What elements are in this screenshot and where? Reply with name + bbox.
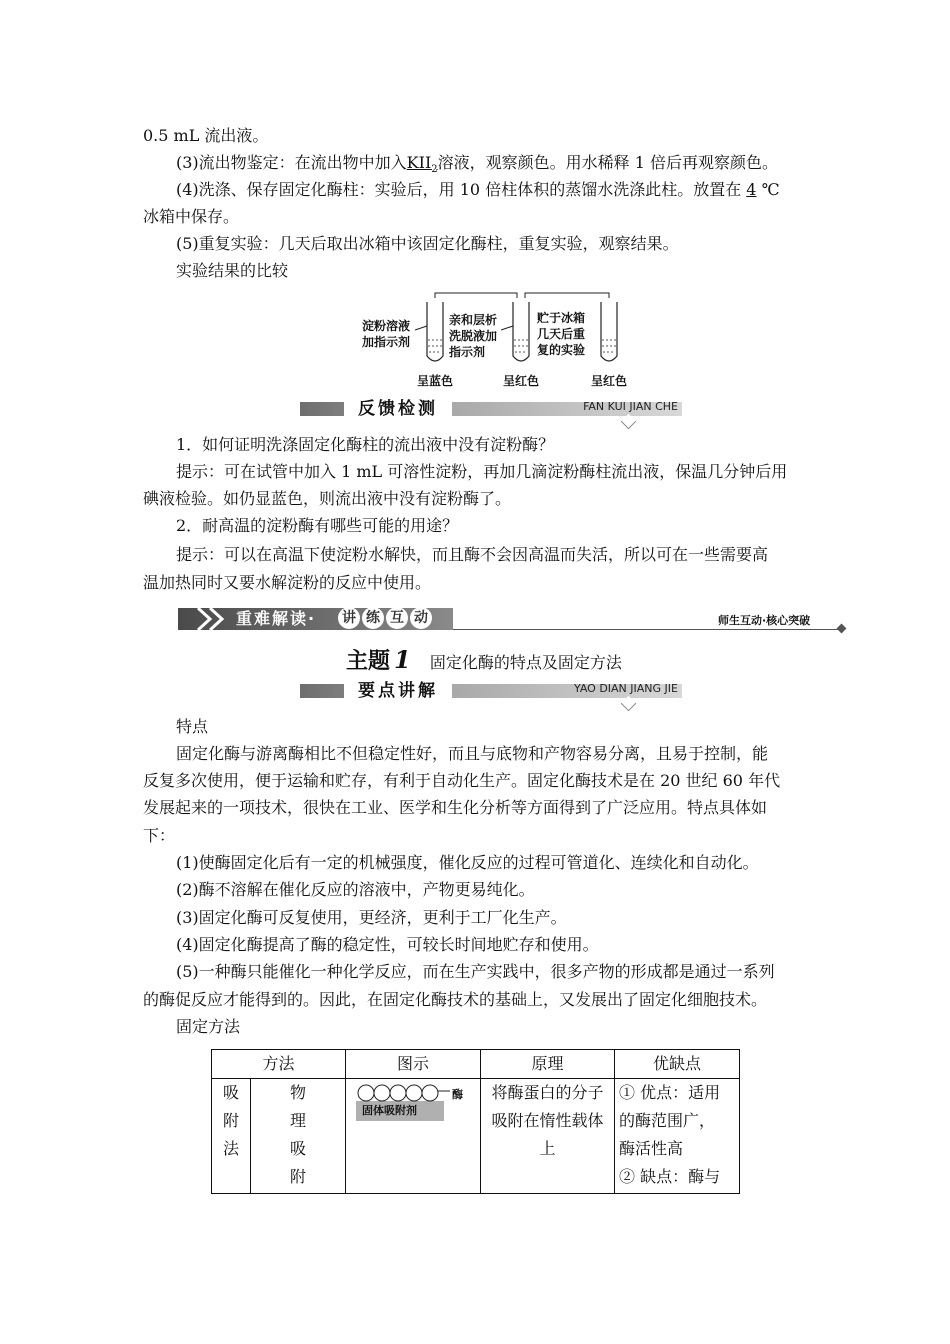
figure-label: 几天后重 [537,327,586,341]
principle-cell [481,1079,615,1194]
step-3 [176,153,778,180]
result-label: 呈红色 [503,374,540,388]
banner-pinyin: FAN KUI JIAN CHE [583,400,678,413]
cell-text: 吸附在惰性载体 [491,1111,604,1130]
double-chevron-icon [194,606,234,632]
answer-2: 提示：可以在高温下使淀粉水解快，而且酶不会因高温而失活，所以可在一些需要高 [176,545,769,564]
points-banner [300,680,682,700]
question-1: 1．如何证明洗涤固定化酶柱的流出液中没有淀粉酶？ [176,435,555,454]
cell-text: 法 [222,1139,239,1158]
answer-1: 提示：可在试管中加入 1 mL 可溶性淀粉，再加几滴淀粉酶柱流出液，保温几分钟后用 [176,462,788,481]
section-tag: 互 [386,607,408,629]
subheading: 固定方法 [176,1017,241,1036]
section-right-label: 师生互动·核心突破 [718,614,811,627]
feedback-banner [300,398,682,418]
figure-label: 洗脱液加 [449,329,498,343]
figure-label: 复的实验 [537,343,586,357]
section-banner [178,606,848,632]
table-header: 原理 [481,1050,615,1079]
result-label: 呈蓝色 [417,374,454,388]
temperature-value: 4 [746,180,757,199]
reagent-name [406,153,438,176]
cell-text: 将酶蛋白的分子 [491,1083,604,1102]
section-dot: · [308,609,317,628]
list-item: (1)使酶固定化后有一定的机械强度，催化反应的过程可管道化、连续化和自动化。 [176,853,759,872]
section-tag: 练 [362,607,384,629]
list-item: (2)酶不溶解在催化反应的溶液中，产物更易纯化。 [176,880,535,899]
step-4 [176,180,779,200]
table-header: 方法 [212,1050,346,1079]
table-row [212,1079,740,1194]
temperature-unit: ℃ [761,180,780,199]
answer-2-cont: 温加热同时又要水解淀粉的反应中使用。 [143,573,432,592]
pros-cons-cell [615,1079,740,1194]
step-3-text: (3)流出物鉴定：在流出物中加入 [176,153,407,172]
diagram-cell [346,1079,481,1194]
answer-1-cont: 碘液检验。如仍显蓝色，则流出液中没有淀粉酶了。 [143,489,512,508]
question-2: 2．耐高温的淀粉酶有哪些可能的用途？ [176,516,459,535]
result-label: 呈红色 [591,374,628,388]
step-4-text: (4)洗涤、保存固定化酶柱：实验后，用 10 倍柱体积的蒸馏水洗涤此柱。放置在 [176,180,742,199]
diamond-icon [837,624,847,634]
cell-text: 吸 [222,1083,239,1102]
cell-text: 附 [222,1111,239,1130]
cell-text: 的酶范围广， [619,1111,716,1130]
text-line: 0.5 mL 流出液。 [143,126,269,145]
cell-text: 附 [289,1167,306,1186]
figure-label: 淀粉溶液 [362,319,411,333]
method-cell [212,1079,251,1194]
list-item: (4)固定化酶提高了酶的稳定性，可较长时间地贮存和使用。 [176,935,599,954]
banner-title: 反馈检测 [344,398,452,420]
figure-label: 贮于冰箱 [537,311,586,325]
adsorption-diagram [346,1079,480,1139]
section-tags [338,607,432,629]
cell-text: ① 优点：适用 [619,1083,721,1102]
topic-label: 主题 [346,649,391,674]
cell-text: 酶活性高 [619,1139,684,1158]
banner-notch-icon [621,696,637,712]
step-3-text-b: 溶液，观察颜色。用水稀释 1 倍后再观察颜色。 [437,153,778,172]
step-5: (5)重复实验：几天后取出冰箱中该固定化酶柱，重复实验，观察结果。 [176,234,679,253]
enzyme-label: 酶 [452,1088,463,1101]
subheading: 实验结果的比较 [176,261,289,280]
figure-label: 亲和层析 [449,313,498,327]
text-line: 冰箱中保存。 [143,207,240,226]
figure-label: 指示剂 [449,345,486,359]
topic-subtitle: 固定化酶的特点及固定方法 [429,653,622,672]
banner-pinyin: YAO DIAN JIANG JIE [573,682,678,695]
table-header: 图示 [346,1050,481,1079]
cell-text: 上 [539,1139,556,1158]
adsorbent-label: 固体吸附剂 [362,1104,417,1117]
cell-text: ② 缺点：酶与 [619,1167,721,1186]
banner-notch-icon [621,414,637,430]
paragraph-line: 反复多次使用，便于运输和贮存，有利于自动化生产。固定化酶技术是在 20 世纪 60 年代 [143,771,781,790]
list-item: (3)固定化酶可反复使用，更经济，更利于工厂化生产。 [176,908,567,927]
topic-heading [346,644,622,675]
paragraph-line: 下： [143,826,176,845]
section-title: 重难解读 [236,609,309,628]
figure-label: 加指示剂 [362,335,411,349]
cell-text: 理 [289,1111,306,1130]
paragraph-line: 固定化酶与游离酶相比不但稳定性好，而且与底物和产物容易分离，且易于控制，能 [176,744,769,763]
method-table [211,1049,740,1194]
section-tag: 讲 [338,607,360,629]
cell-text: 吸 [289,1139,306,1158]
list-item: (5)一种酶只能催化一种化学反应，而在生产实践中，很多产物的形成都是通过一系列 [176,962,775,981]
topic-number: 1 [394,645,411,674]
table-header: 优缺点 [615,1050,740,1079]
cell-text: 物 [289,1083,306,1102]
banner-title: 要点讲解 [344,680,452,702]
section-tag: 动 [410,607,432,629]
table-header-row [212,1050,740,1079]
experiment-figure [355,290,655,390]
reagent-sub: 2 [431,164,438,176]
reagent-formula: KII [406,153,432,172]
list-item-cont: 的酶促反应才能得到的。因此，在固定化酶技术的基础上，又发展出了固定化细胞技术。 [143,990,768,1009]
submethod-cell [251,1079,346,1194]
paragraph-line: 发展起来的一项技术，很快在工业、医学和生化分析等方面得到了广泛应用。特点具体如 [143,798,768,817]
section-rule [453,629,841,630]
subheading: 特点 [176,717,209,736]
